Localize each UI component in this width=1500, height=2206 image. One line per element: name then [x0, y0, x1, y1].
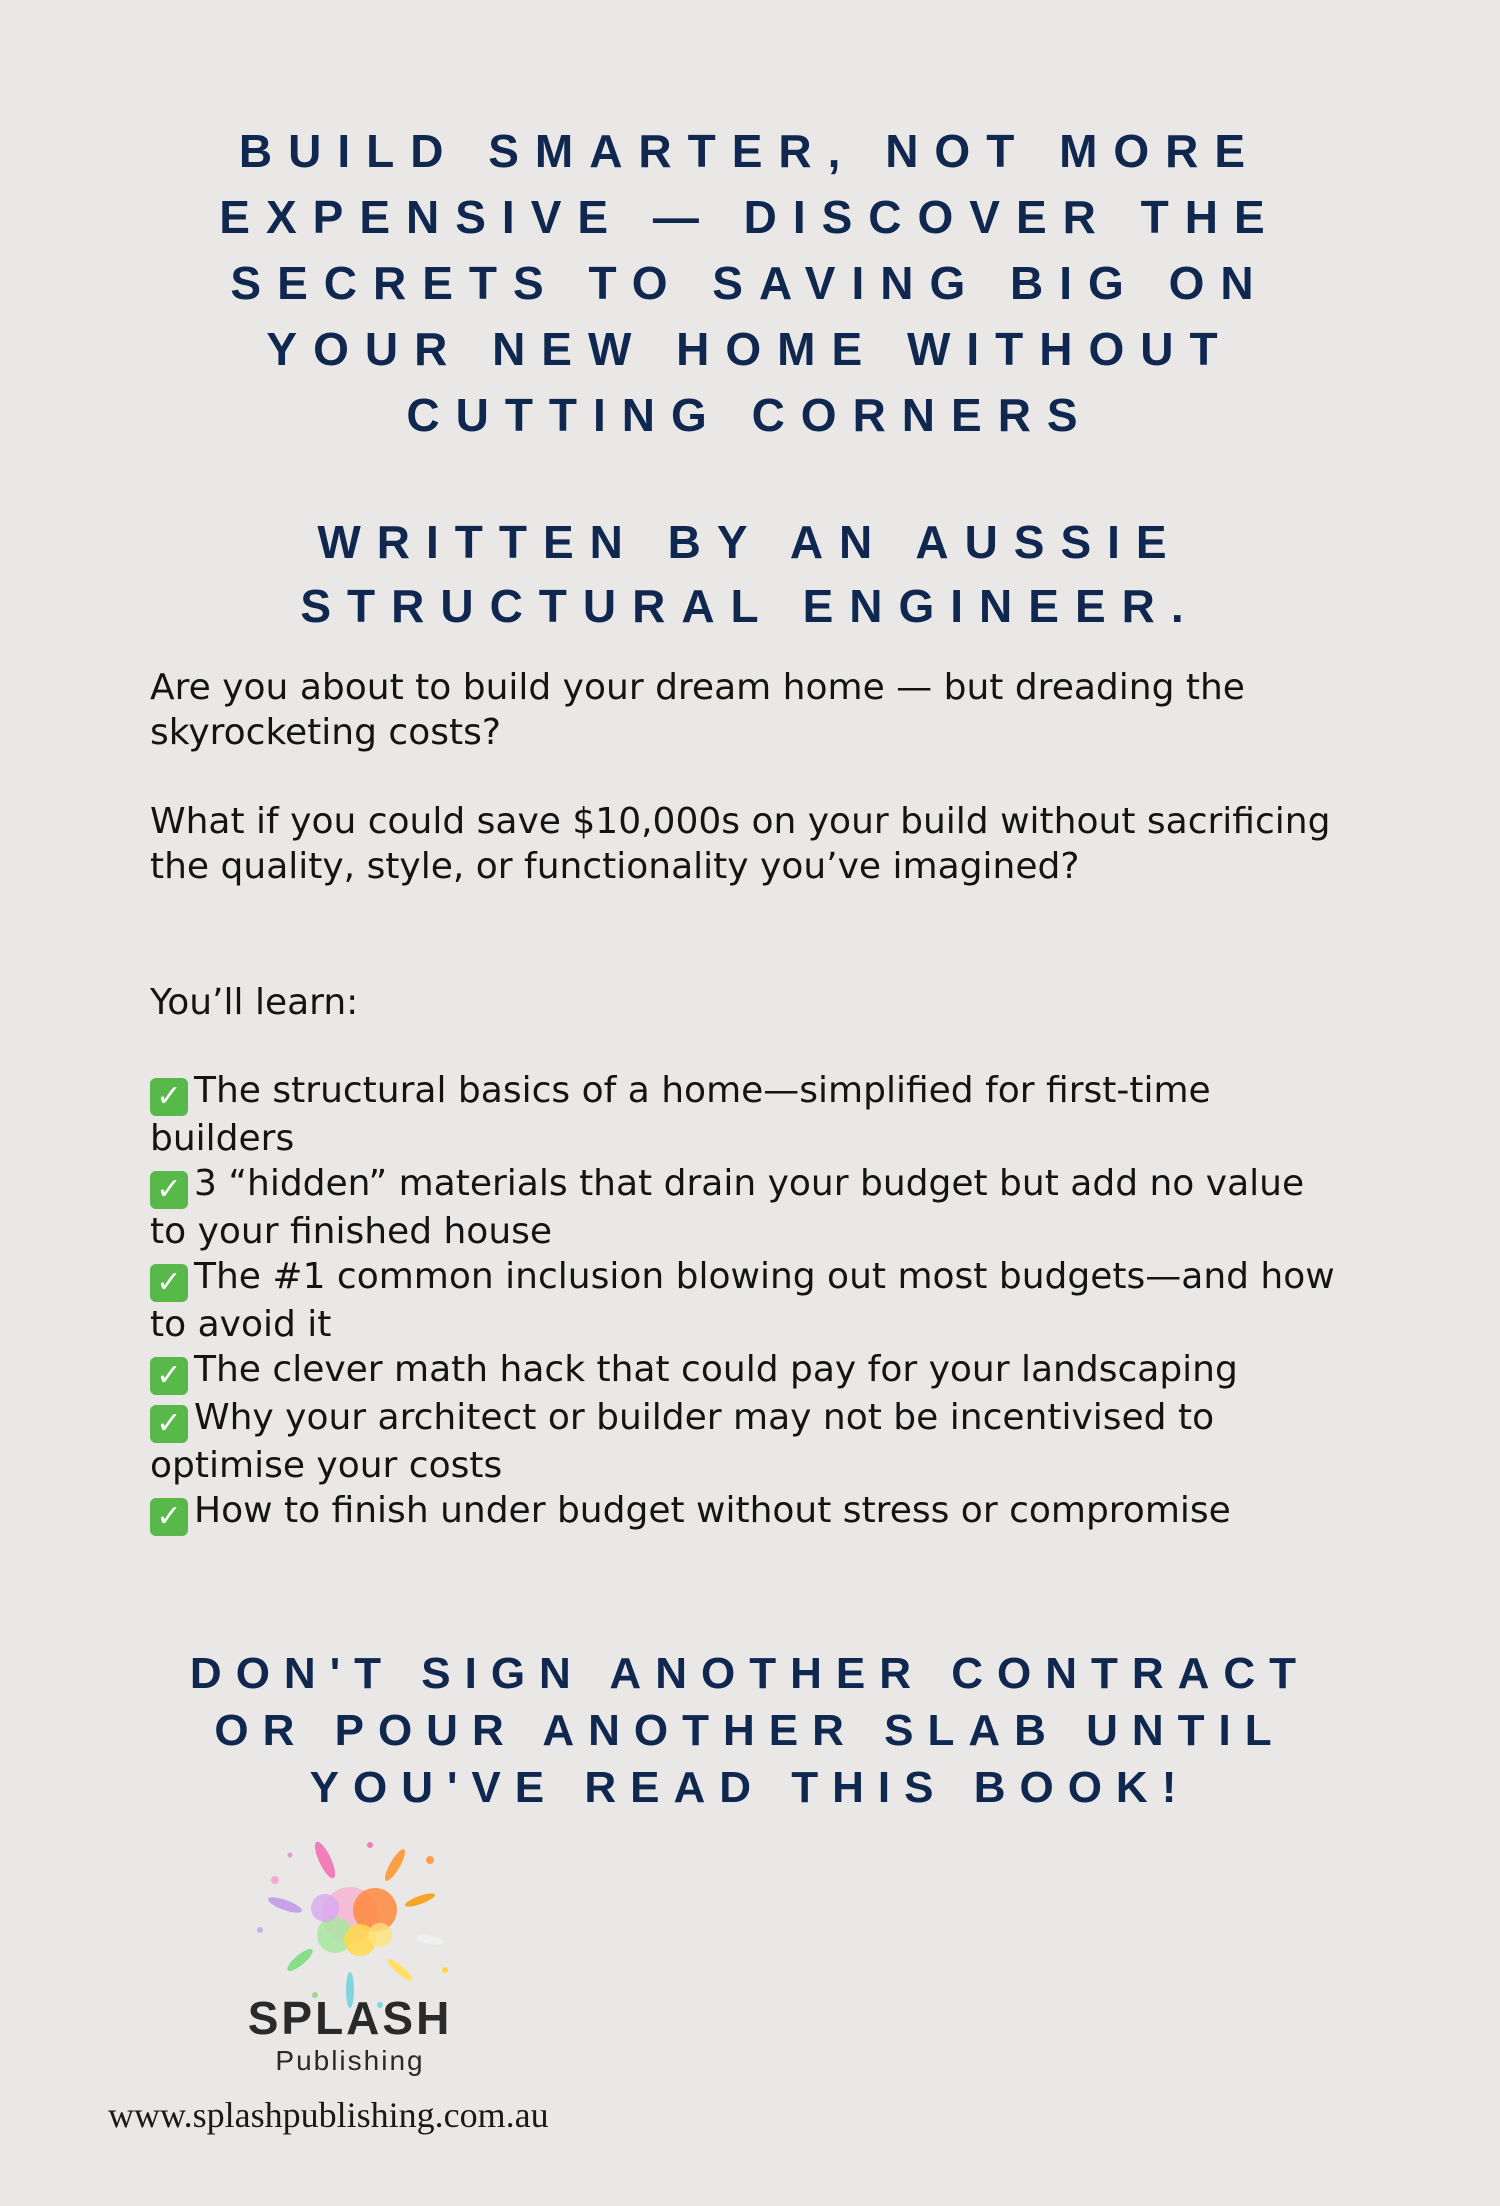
headline: BUILD SMARTER, NOT MORE EXPENSIVE — DISCOVER THE SECRETS TO SAVING BIG ON YOUR NEW HOME WITHOUT CUTTING CORNERS [219, 125, 1281, 441]
check-mark-icon: ✓ [150, 1498, 188, 1536]
publisher-subtitle: Publishing [275, 2045, 425, 2076]
author-credential: WRITTEN BY AN AUSSIE STRUCTURAL ENGINEER. [300, 516, 1200, 632]
check-mark-icon: ✓ [150, 1171, 188, 1209]
learn-label: You’ll learn: [150, 982, 359, 1023]
benefit-text: The #1 common inclusion blowing out most budgets—and how to avoid it [150, 1256, 1335, 1345]
benefit-text: How to finish under budget without stress or compromise [194, 1490, 1231, 1531]
call-to-action: DON'T SIGN ANOTHER CONTRACT OR POUR ANOTHER SLAB UNTIL YOU'VE READ THIS BOOK! [189, 1649, 1311, 1812]
publisher-name: SPLASH [247, 1992, 453, 2044]
benefit-item [150, 1395, 1350, 1488]
check-mark-icon: ✓ [150, 1405, 188, 1443]
check-mark-icon: ✓ [150, 1264, 188, 1302]
benefit-text: 3 “hidden” materials that drain your budget but add no value to your finished house [150, 1163, 1305, 1252]
benefit-text: The structural basics of a home—simplified for first-time builders [150, 1070, 1211, 1159]
benefit-item [150, 1161, 1350, 1254]
benefit-text: Why your architect or builder may not be incentivised to optimise your costs [150, 1397, 1215, 1486]
check-mark-icon: ✓ [150, 1078, 188, 1116]
check-mark-icon: ✓ [150, 1357, 188, 1395]
benefits-list [150, 1068, 1350, 1536]
intro-question-1: Are you about to build your dream home — but dreading the skyrocketing costs? [150, 667, 1245, 753]
benefit-item [150, 1254, 1350, 1347]
benefit-item [150, 1068, 1350, 1161]
benefit-item [150, 1488, 1350, 1536]
benefit-item [150, 1347, 1350, 1395]
benefit-text: The clever math hack that could pay for your landscaping [194, 1349, 1238, 1390]
intro-question-2: What if you could save $10,000s on your build without sacrificing the quality, style, or functionality you’ve imagined? [150, 801, 1331, 887]
publisher-website[interactable]: www.splashpublishing.com.au [108, 2095, 549, 2135]
